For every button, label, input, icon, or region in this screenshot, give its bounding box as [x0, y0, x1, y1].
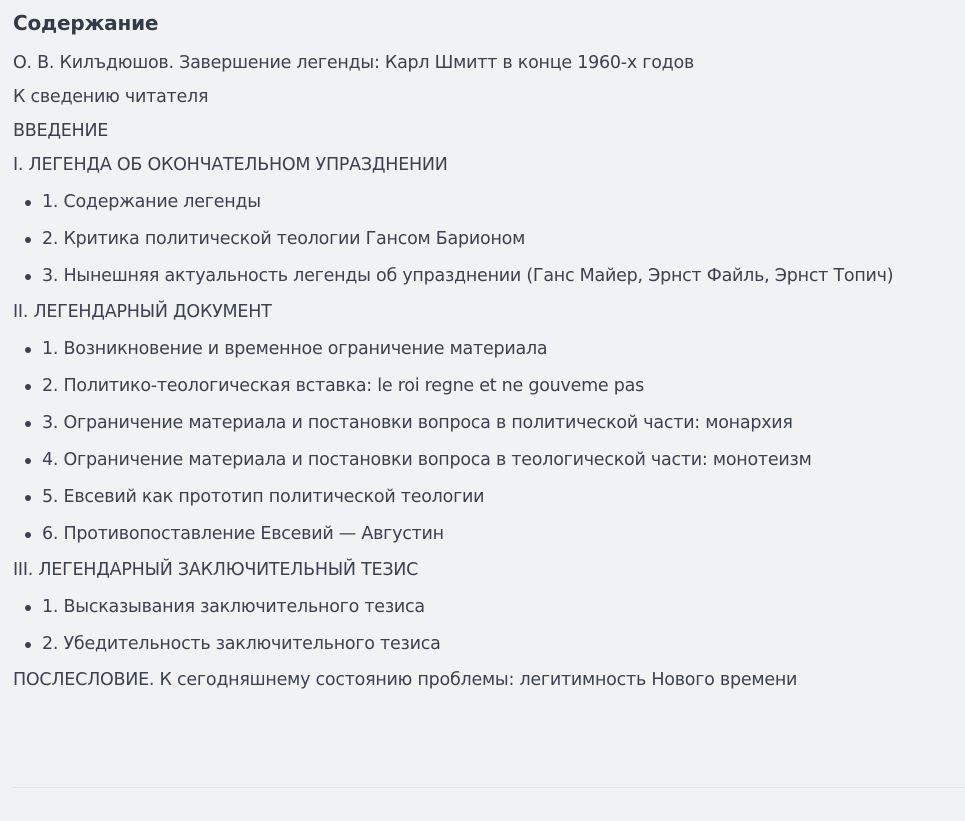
toc-list-item[interactable] [13, 517, 965, 551]
bullet-icon [25, 384, 31, 390]
bullet-icon [25, 421, 31, 427]
toc-list-item[interactable] [13, 185, 965, 219]
bullet-icon [25, 274, 31, 280]
toc-list-item[interactable] [13, 627, 965, 661]
toc-list-item[interactable] [13, 443, 965, 477]
toc-section-heading-3[interactable]: III. ЛЕГЕНДАРНЫЙ ЗАКЛЮЧИТЕЛЬНЫЙ ТЕЗИС [13, 560, 419, 580]
toc-entry-afterword[interactable]: ПОСЛЕСЛОВИЕ. К сегодняшнему состоянию проблемы: легитимность Нового времени [13, 670, 798, 690]
toc-item-label: 2. Критика политической теологии Гансом Барионом [42, 229, 526, 249]
toc-item-label: 5. Евсевий как прототип политической теологии [42, 487, 485, 507]
bullet-icon [25, 237, 31, 243]
toc-title: Содержание [13, 11, 159, 35]
bullet-icon [25, 347, 31, 353]
bullet-icon [25, 200, 31, 206]
toc-item-label: 1. Возникновение и временное ограничение материала [42, 339, 548, 359]
toc-item-label: 6. Противопоставление Евсевий — Августин [42, 524, 444, 544]
toc-list-item[interactable] [13, 222, 965, 256]
toc-section-1-list [13, 185, 965, 293]
bullet-icon [25, 532, 31, 538]
toc-item-label: 3. Нынешняя актуальность легенды об упразднении (Ганс Майер, Эрнст Файль, Эрнст Топич) [42, 266, 894, 286]
toc-list-item[interactable] [13, 590, 965, 624]
toc-list-item[interactable] [13, 406, 965, 440]
toc-item-label: 1. Высказывания заключительного тезиса [42, 597, 425, 617]
toc-entry-kildyushov-intro[interactable]: О. В. Килъдюшов. Завершение легенды: Карл Шмитт в конце 1960-х годов [13, 53, 695, 73]
toc-section-heading-2[interactable]: II. ЛЕГЕНДАРНЫЙ ДОКУМЕНТ [13, 302, 272, 322]
toc-item-label: 2. Убедительность заключительного тезиса [42, 634, 441, 654]
toc-item-label: 2. Политико-теологическая вставка: le roi regne et ne gouveme pas [42, 376, 644, 396]
bullet-icon [25, 458, 31, 464]
toc-list-item[interactable] [13, 369, 965, 403]
toc-entry-reader-note[interactable]: К сведению читателя [13, 87, 209, 107]
bullet-icon [25, 605, 31, 611]
bullet-icon [25, 495, 31, 501]
toc-section-3-list [13, 590, 965, 661]
bullet-icon [25, 642, 31, 648]
toc-list-item[interactable] [13, 480, 965, 514]
toc-entry-introduction[interactable]: ВВЕДЕНИЕ [13, 121, 109, 141]
toc-section-heading-1[interactable]: I. ЛЕГЕНДА ОБ ОКОНЧАТЕЛЬНОМ УПРАЗДНЕНИИ [13, 155, 448, 175]
toc-section-2-list [13, 332, 965, 551]
toc-item-label: 1. Содержание легенды [42, 192, 261, 212]
toc-item-label: 4. Ограничение материала и постановки вопроса в теологической части: монотеизм [42, 450, 812, 470]
divider [12, 787, 965, 788]
toc-list-item[interactable] [13, 332, 965, 366]
toc-list-item[interactable] [13, 259, 965, 293]
toc-item-label: 3. Ограничение материала и постановки вопроса в политической части: монархия [42, 413, 793, 433]
table-of-contents [13, 9, 965, 697]
